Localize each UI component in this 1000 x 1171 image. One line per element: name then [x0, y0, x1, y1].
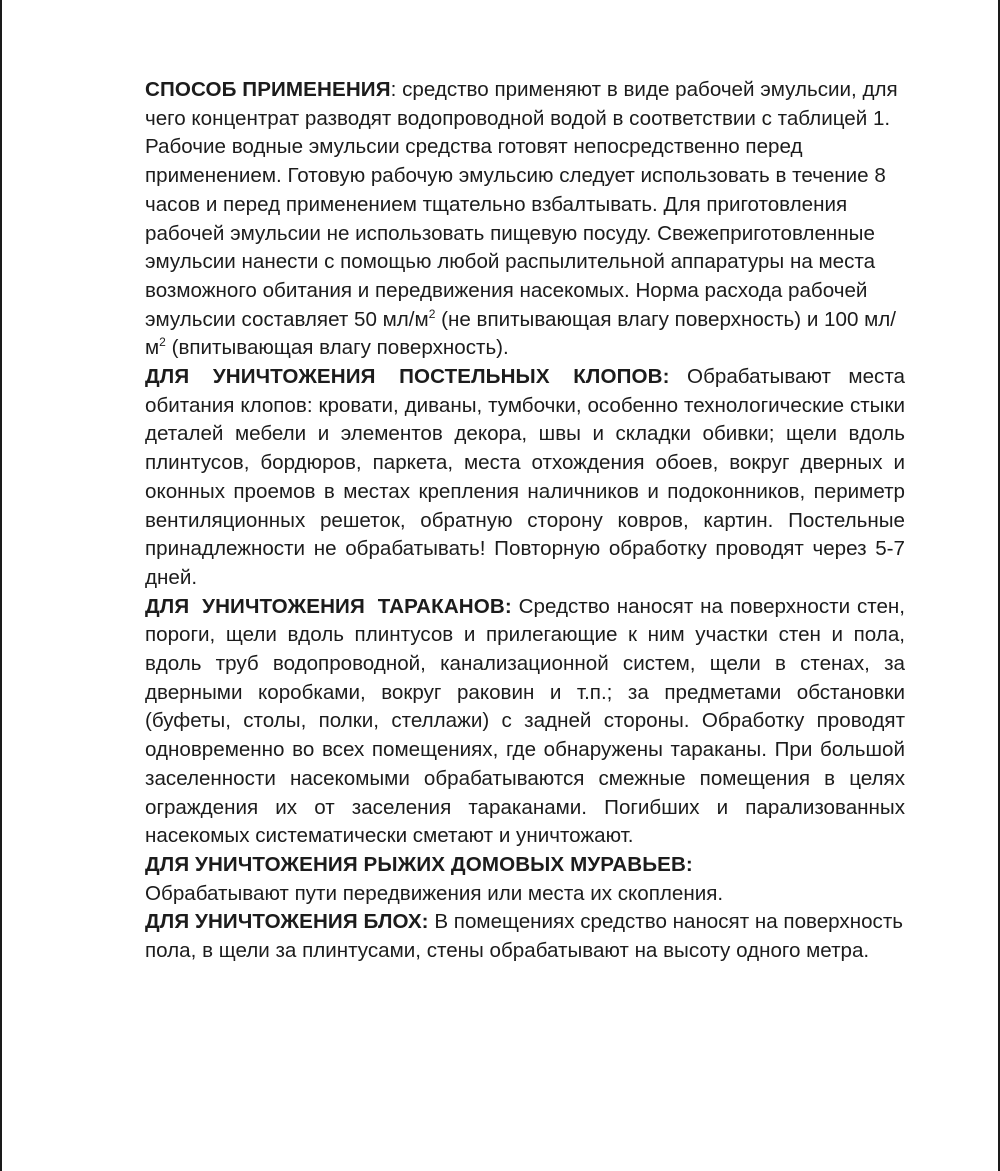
fleas-heading: ДЛЯ УНИЧТОЖЕНИЯ БЛОХ: [145, 910, 429, 934]
bedbugs-text: Обрабатывают места обитания клопов: кровати, диваны, тумбочки, особенно технологические стыки деталей мебели и элементов декора, швы и складки обивки; щели вдоль плинтусов, бордюров, паркета, места отхождения обоев, вокруг дверных и оконных проемов в местах крепления наличников и подоконников, периметр вентиляционных решеток, обратную сторону ковров, картин. Постельные принадлежности не обрабатывать! Повторную обработку проводят через 5-7 дней. [145, 365, 905, 589]
method-separator: : [390, 78, 403, 101]
method-heading: СПОСОБ ПРИМЕНЕНИЯ [145, 78, 391, 101]
cockroaches-text: Средство наносят на поверхности стен, пороги, щели вдоль плинтусов и прилегающие к ним участки стен и пола, вдоль труб водопроводной, канализационной систем, щели в стенах, за дверными коробками, вокруг раковин и т.п.; за предметами обстановки (буфеты, столы, полки, стеллажи) с задней стороны. Обработку проводят одновременно во всех помещениях, где обнаружены тараканы. При большой заселенности насекомыми обрабатываются смежные помещения в целях ограждения их от заселения тараканами. Погибших и парализованных насекомых систематически сметают и уничтожают. [145, 594, 905, 848]
method-text-part-3: (впитывающая влагу поверхность). [165, 336, 509, 360]
superscript-2-second: 2 [159, 335, 166, 350]
method-text-part-2: (не впитывающая влагу поверхность) и 100 мл/м [145, 307, 897, 360]
cockroaches-paragraph [145, 593, 905, 851]
ants-text: Обрабатывают пути передвижения или места их скопления. [145, 881, 724, 905]
method-text-part-1: средство применяют в виде рабочей эмульсии, для чего концентрат разводят водопроводной водой в соответствии с таблицей 1. Рабочие водные эмульсии средства готовят непосредственно перед применением. Готовую рабочую эмульсию следует использовать в течение 8 часов и перед применением тщательно взбалтывать. Для приготовления рабочей эмульсии не использовать пищевую посуду. Свежеприготовленные эмульсии нанести с помощью любой распылительной аппаратуры на места возможного обитания и передвижения насекомых. Норма расхода рабочей эмульсии составляет 50 мл/м [145, 78, 898, 331]
fleas-paragraph [145, 908, 905, 965]
bedbugs-paragraph [145, 363, 905, 593]
ants-heading-line [145, 851, 905, 880]
ants-text-line [145, 880, 905, 909]
left-border-line [0, 0, 2, 1171]
cockroaches-heading: ДЛЯ УНИЧТОЖЕНИЯ ТАРАКАНОВ: [145, 594, 512, 618]
method-paragraph [145, 76, 905, 363]
fleas-text: В помещениях средство наносят на поверхность пола, в щели за плинтусами, стены обрабатывают на высоту одного метра. [145, 910, 903, 963]
ants-heading: ДЛЯ УНИЧТОЖЕНИЯ РЫЖИХ ДОМОВЫХ МУРАВЬЕВ: [145, 852, 693, 876]
instructions-document [145, 76, 905, 966]
superscript-2-first: 2 [428, 306, 436, 321]
bedbugs-heading: ДЛЯ УНИЧТОЖЕНИЯ ПОСТЕЛЬНЫХ КЛОПОВ: [145, 365, 670, 389]
